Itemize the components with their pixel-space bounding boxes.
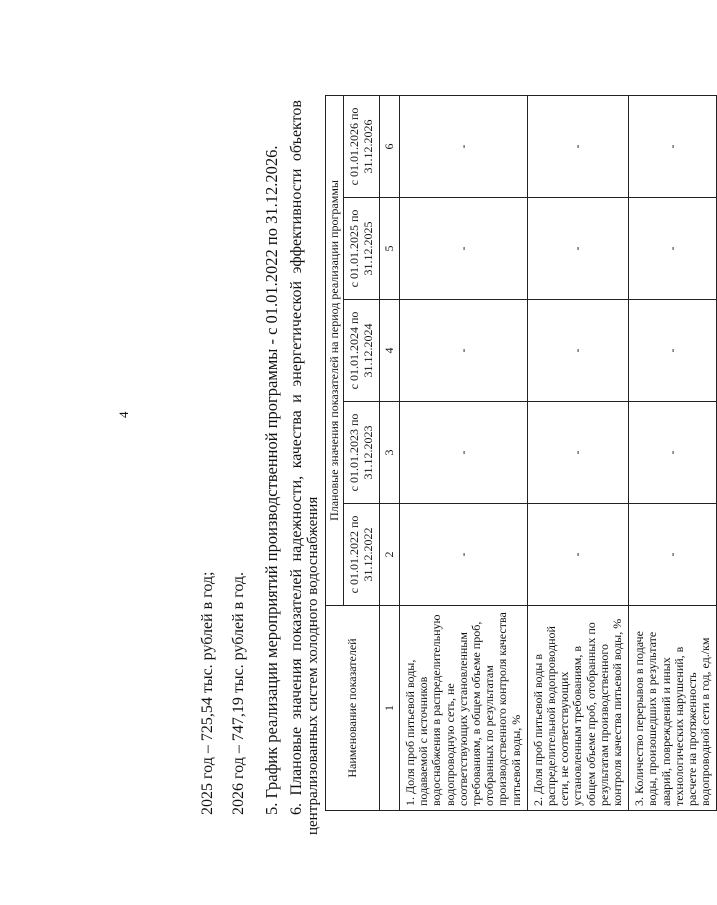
table-row (527, 95, 628, 810)
section-6-word: энергетической (288, 280, 305, 387)
section-6-word: объектов (288, 100, 305, 162)
period-column-header: с 01.01.2023 по 31.12.2023 (344, 402, 380, 504)
column-number: 4 (380, 300, 400, 402)
section-6-heading (288, 100, 322, 835)
section-6-word: надежности, (288, 475, 305, 562)
column-number: 2 (380, 504, 400, 606)
table-header-row (326, 95, 344, 810)
indicator-value: - (400, 504, 528, 606)
column-number: 1 (380, 606, 400, 811)
indicator-value: - (527, 300, 628, 402)
section-6-line-1 (288, 100, 305, 835)
section-6-word: эффективности (288, 168, 305, 274)
section-6-word: показателей (288, 568, 305, 651)
period-column-header: с 01.01.2026 по 31.12.2026 (344, 95, 380, 197)
indicator-value: - (629, 95, 717, 197)
indicator-value: - (527, 504, 628, 606)
indicator-value: - (629, 504, 717, 606)
page-number: 4 (116, 411, 131, 418)
indicator-name: 2. Доля проб питьевой воды в распределительной водопроводной сети, не соответствующих установленным требованиям, в общем объеме проб, отобранных по результатам производственного контроля качества питьевой воды, % (527, 606, 628, 811)
section-6-word: 6. (288, 803, 305, 815)
section-5-heading: 5. График реализации мероприятий производственной программы - с 01.01.2022 по 31.12.2026. (262, 145, 281, 815)
column-numbers-row (380, 95, 400, 810)
table-row (400, 95, 528, 810)
indicator-value: - (629, 198, 717, 300)
indicator-value: - (629, 402, 717, 504)
name-column-header: Наименование показателей (326, 606, 380, 811)
section-6-word: Плановые (288, 726, 305, 796)
period-column-header: с 01.01.2022 по 31.12.2022 (344, 504, 380, 606)
indicator-value: - (527, 198, 628, 300)
section-6-line-2: централизованных систем холодного водоснабжения (305, 496, 321, 835)
section-6-word: значения (288, 658, 305, 720)
indicator-value: - (400, 402, 528, 504)
period-header: Плановые значения показателей на период реализации программы (326, 95, 344, 605)
indicator-value: - (400, 95, 528, 197)
indicator-value: - (527, 402, 628, 504)
table-row (629, 95, 717, 810)
period-column-header: с 01.01.2025 по 31.12.2025 (344, 198, 380, 300)
indicator-name: 3. Количество перерывов в подаче воды, произошедших в результате аварий, повреждений и иных технологических нарушений, в расчете на протяженность водопроводной сети в год, ед./км (629, 606, 717, 811)
period-column-header: с 01.01.2024 по 31.12.2024 (344, 300, 380, 402)
budget-line-2026: 2026 год – 747,19 тыс. рублей в год. (230, 571, 247, 815)
column-number: 5 (380, 198, 400, 300)
column-number: 3 (380, 402, 400, 504)
indicators-table (325, 95, 717, 811)
section-6-word: и (288, 394, 305, 403)
indicator-value: - (400, 300, 528, 402)
indicator-value: - (400, 198, 528, 300)
indicator-value: - (527, 95, 628, 197)
indicator-name: 1. Доля проб питьевой воды, подаваемой с источников водоснабжения в распределительную водопроводную сеть, не соответствующих установленным требованиям, в общем объеме проб, отобранных по результатам производственного контроля качества питьевой воды, % (400, 606, 528, 811)
column-number: 6 (380, 95, 400, 197)
section-6-word: качества (288, 410, 305, 469)
indicator-value: - (629, 300, 717, 402)
budget-line-2025: 2025 год – 725,54 тыс. рублей в год; (199, 571, 216, 815)
